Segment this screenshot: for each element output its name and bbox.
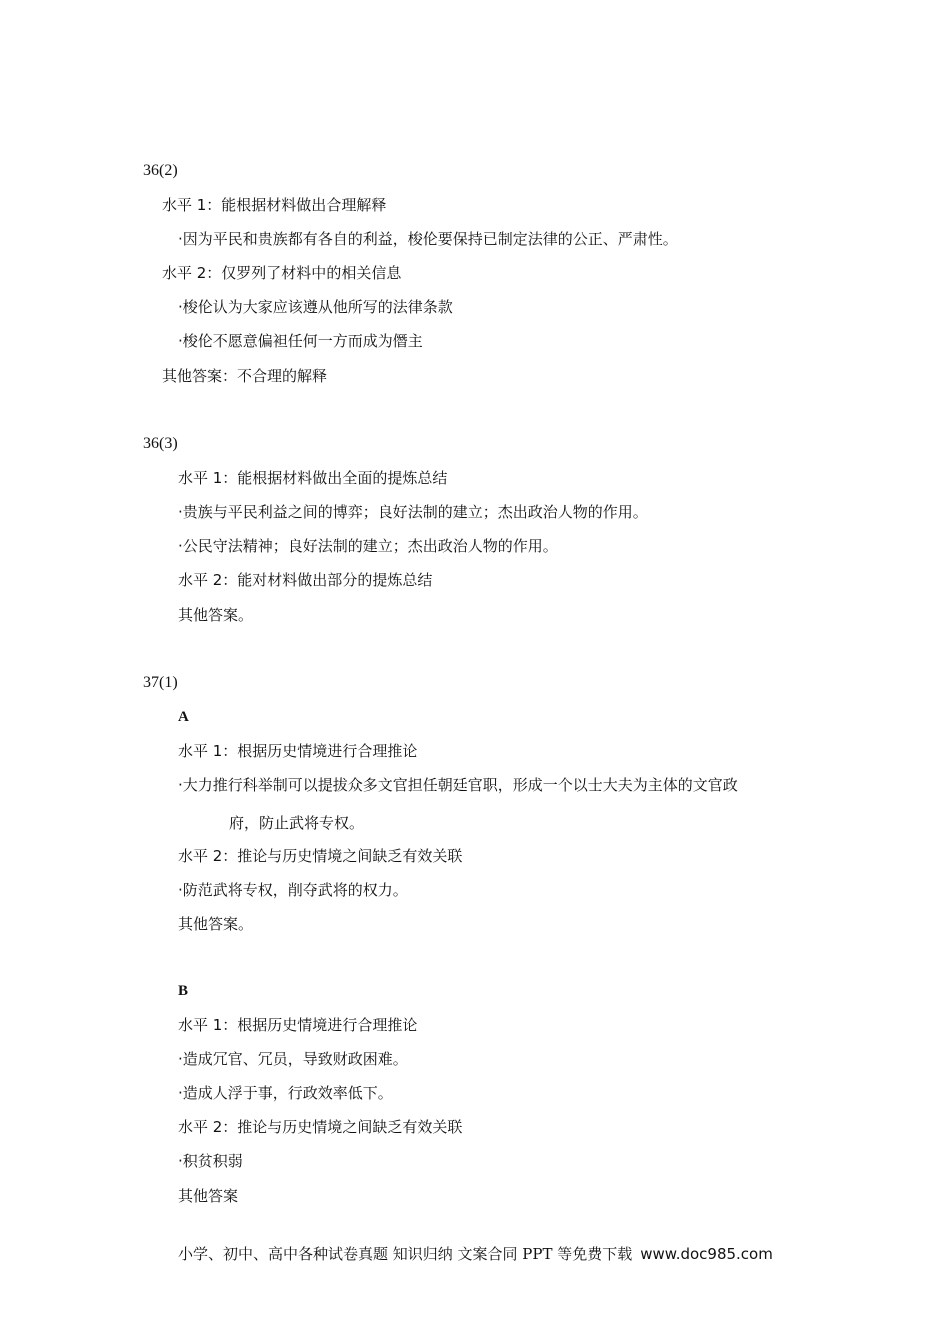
q37-1-b-level1: 水平 1：根据历史情境进行合理推论 <box>178 1016 418 1034</box>
q37-1-b-level2: 水平 2：推论与历史情境之间缺乏有效关联 <box>178 1118 463 1136</box>
footer-text: 小学、初中、高中各种试卷真题 知识归纳 文案合同 PPT 等免费下载 <box>178 1245 633 1263</box>
question-number-36-3: 36(3) <box>143 435 178 452</box>
question-number-37-1: 37(1) <box>143 674 178 691</box>
question-number-36-2: 36(2) <box>143 162 178 179</box>
q36-3-level2: 水平 2：能对材料做出部分的提炼总结 <box>178 571 433 589</box>
q37-1-a-level2-item1: ·防范武将专权，削夺武将的权力。 <box>178 881 408 899</box>
q37-1-b-level1-item2: ·造成人浮于事，行政效率低下。 <box>178 1084 393 1102</box>
q37-1-a-other: 其他答案。 <box>178 915 254 933</box>
q37-1-a-level1-item1-line1: ·大力推行科举制可以提拔众多文官担任朝廷官职，形成一个以士大夫为主体的文官政 <box>178 776 738 794</box>
q36-2-level1: 水平 1：能根据材料做出合理解释 <box>162 196 387 214</box>
q37-1-b-level2-item1: ·积贫积弱 <box>178 1152 243 1170</box>
footer-url[interactable]: www.doc985.com <box>640 1245 773 1263</box>
q36-2-level1-item1: ·因为平民和贵族都有各自的利益，梭伦要保持已制定法律的公正、严肃性。 <box>178 230 678 248</box>
q37-1-a-level1-item1-line2: 府，防止武将专权。 <box>229 814 365 832</box>
q36-2-other: 其他答案：不合理的解释 <box>162 367 328 385</box>
q36-3-level1-item1: ·贵族与平民利益之间的博弈；良好法制的建立；杰出政治人物的作用。 <box>178 503 648 521</box>
q37-1-a-level1: 水平 1：根据历史情境进行合理推论 <box>178 742 418 760</box>
q36-3-other: 其他答案。 <box>178 606 254 624</box>
q36-2-level2: 水平 2：仅罗列了材料中的相关信息 <box>162 264 402 282</box>
q37-1-part-a-label: A <box>178 709 189 725</box>
q36-2-level2-item2: ·梭伦不愿意偏袒任何一方而成为僭主 <box>178 332 423 350</box>
page-footer <box>178 1244 773 1264</box>
q36-2-level2-item1: ·梭伦认为大家应该遵从他所写的法律条款 <box>178 298 453 316</box>
q36-3-level1-item2: ·公民守法精神；良好法制的建立；杰出政治人物的作用。 <box>178 537 558 555</box>
q36-3-level1: 水平 1：能根据材料做出全面的提炼总结 <box>178 469 448 487</box>
q37-1-a-level2: 水平 2：推论与历史情境之间缺乏有效关联 <box>178 847 463 865</box>
q37-1-b-other: 其他答案 <box>178 1187 239 1205</box>
q37-1-b-level1-item1: ·造成冗官、冗员，导致财政困难。 <box>178 1050 408 1068</box>
q37-1-part-b-label: B <box>178 983 189 999</box>
